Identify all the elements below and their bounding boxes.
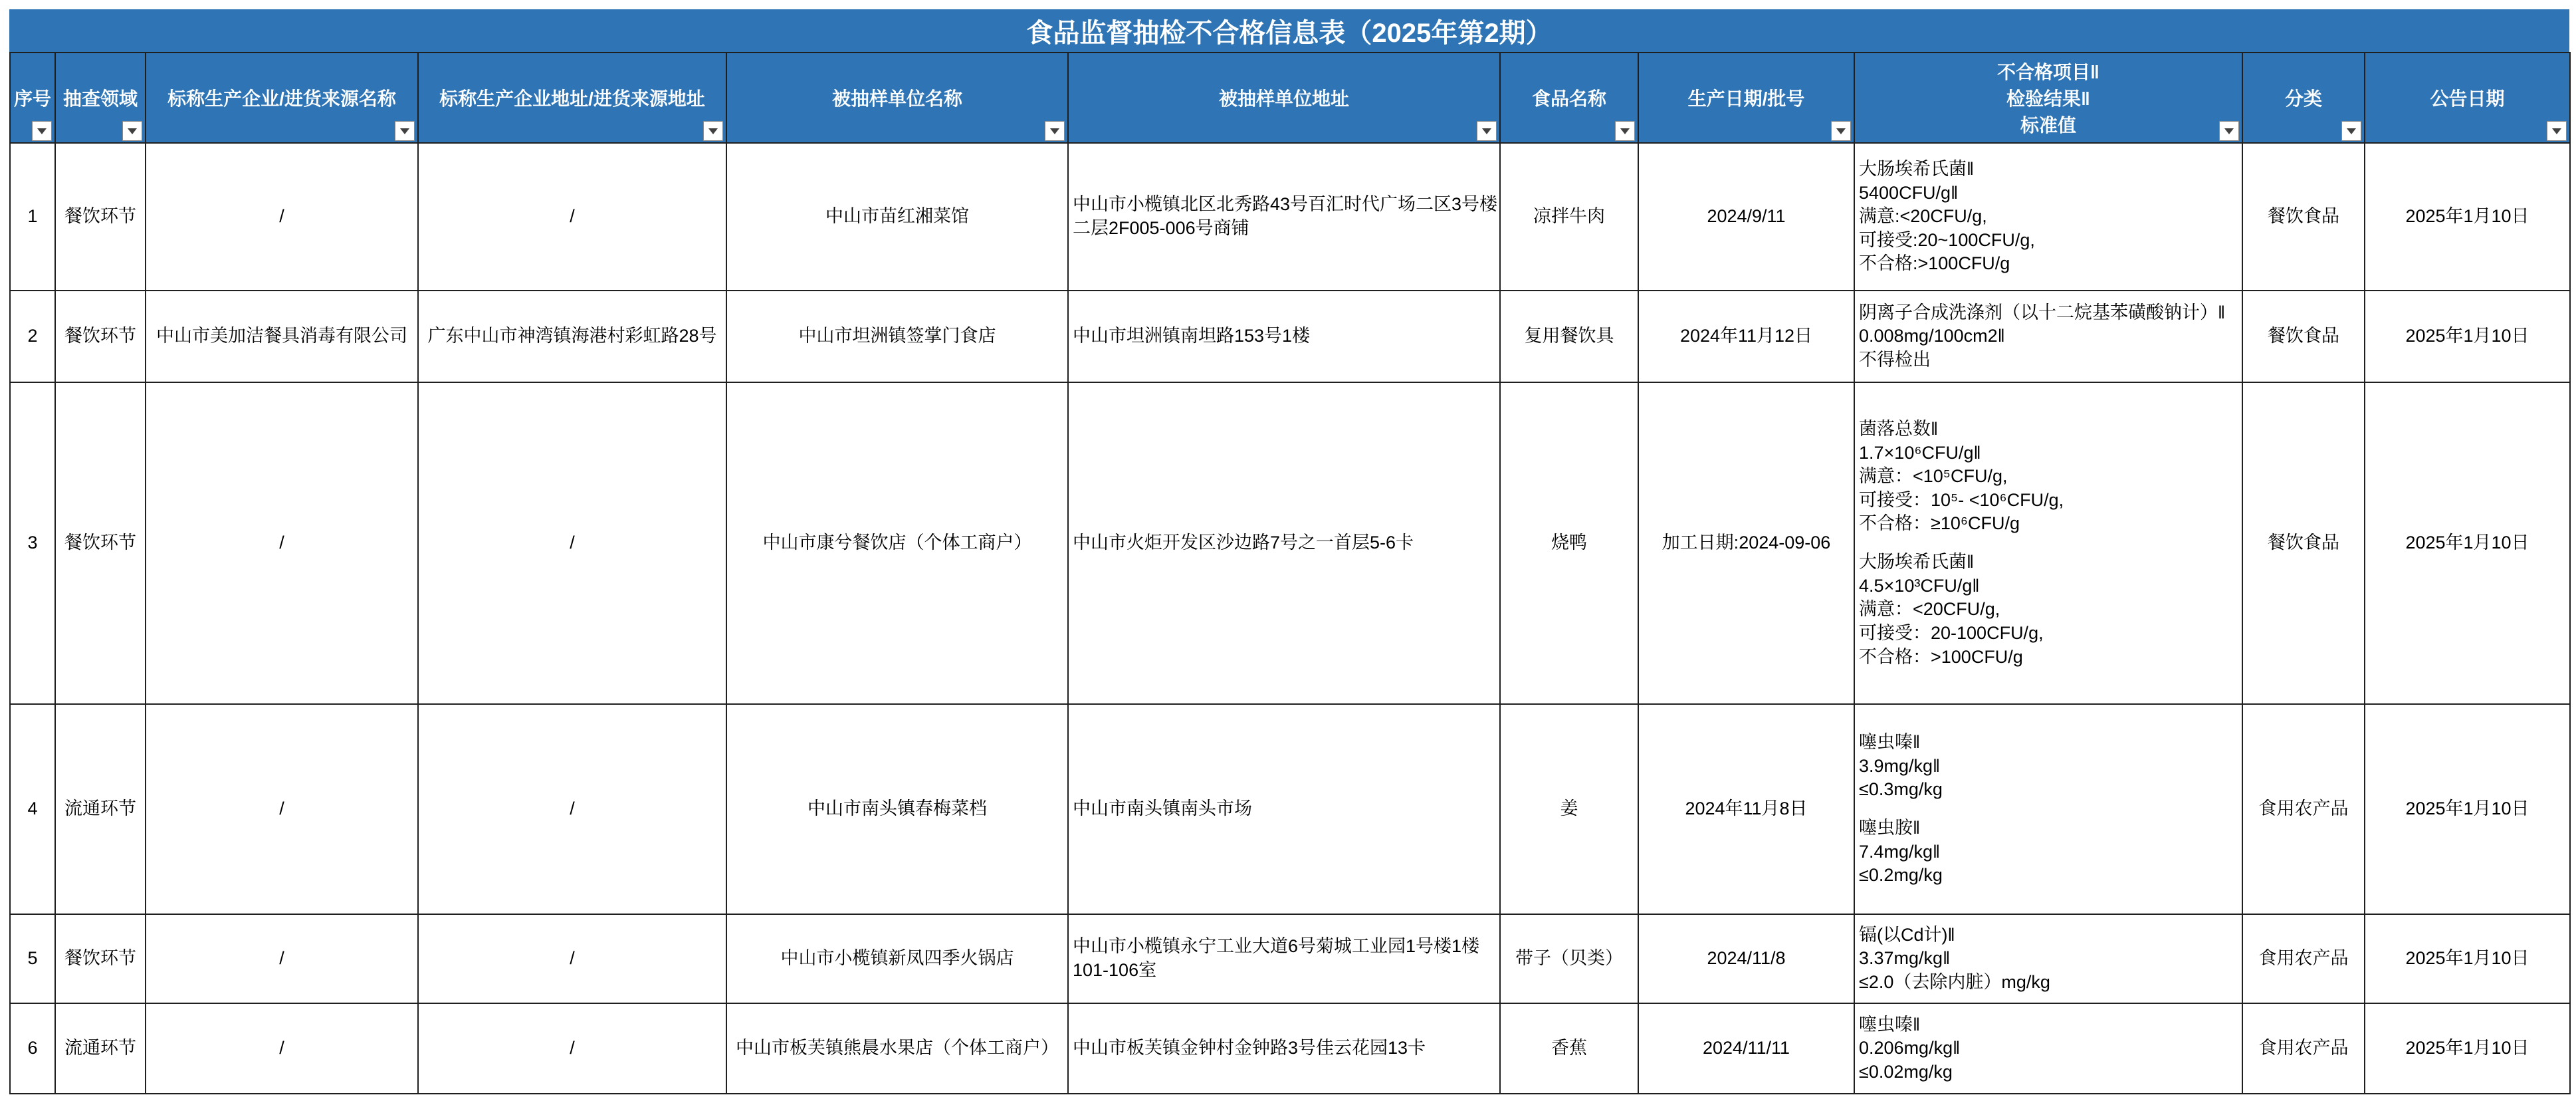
cell-sampled-unit[interactable]: 中山市南头镇春梅菜档 bbox=[726, 704, 1068, 914]
col-header-producer: 标称生产企业/进货来源名称 bbox=[146, 53, 418, 143]
filter-dropdown-icon[interactable] bbox=[703, 121, 723, 141]
result-line: 可接受：10⁵- <10⁶CFU/g, bbox=[1859, 489, 2064, 510]
result-line: 不合格：≥10⁶CFU/g bbox=[1859, 513, 2020, 534]
cell-category[interactable]: 食用农产品 bbox=[2242, 1003, 2365, 1094]
address-line: 中山市坦洲镇南坦路153号1楼 bbox=[1073, 326, 1311, 346]
cell-date[interactable]: 2024年11月8日 bbox=[1638, 704, 1854, 914]
cell-sampled-unit[interactable]: 中山市苗红湘菜馆 bbox=[726, 143, 1068, 291]
col-header-food-name: 食品名称 bbox=[1500, 53, 1638, 143]
cell-category[interactable]: 食用农产品 bbox=[2242, 914, 2365, 1003]
cell-producer-address[interactable]: / bbox=[418, 1003, 726, 1094]
address-line: 中山市火炬开发区沙边路7号之一首层5-6卡 bbox=[1073, 533, 1414, 553]
cell-domain[interactable]: 餐饮环节 bbox=[55, 291, 146, 382]
cell-no[interactable]: 5 bbox=[10, 914, 55, 1003]
cell-announce-date[interactable]: 2025年1月10日 bbox=[2365, 291, 2570, 382]
result-line: 大肠埃希氏菌‖ bbox=[1859, 552, 1975, 572]
cell-producer[interactable]: / bbox=[146, 143, 418, 291]
results-table bbox=[9, 52, 2571, 1094]
cell-date[interactable]: 加工日期:2024-09-06 bbox=[1638, 382, 1854, 704]
result-line: 不合格：>100CFU/g bbox=[1859, 646, 2023, 667]
result-line: 噻虫嗪‖ bbox=[1859, 1014, 1921, 1035]
cell-producer-address[interactable]: / bbox=[418, 914, 726, 1003]
cell-date[interactable]: 2024/9/11 bbox=[1638, 143, 1854, 291]
cell-sampled-address[interactable] bbox=[1068, 914, 1500, 1003]
result-line: 可接受：20-100CFU/g, bbox=[1859, 622, 2044, 643]
cell-domain[interactable]: 流通环节 bbox=[55, 1003, 146, 1094]
filter-dropdown-icon[interactable] bbox=[2547, 121, 2567, 141]
cell-announce-date[interactable]: 2025年1月10日 bbox=[2365, 914, 2570, 1003]
result-line bbox=[1859, 802, 2238, 816]
cell-food-name[interactable]: 姜 bbox=[1500, 704, 1638, 914]
result-line: 菌落总数‖ bbox=[1859, 418, 1939, 439]
cell-producer[interactable]: / bbox=[146, 704, 418, 914]
cell-food-name[interactable]: 凉拌牛肉 bbox=[1500, 143, 1638, 291]
cell-producer-address[interactable]: 广东中山市神湾镇海港村彩虹路28号 bbox=[418, 291, 726, 382]
filter-dropdown-icon[interactable] bbox=[1477, 121, 1497, 141]
address-line: 中山市小榄镇北区北秀路43号百汇时代广场二区3号楼 bbox=[1073, 194, 1498, 215]
cell-category[interactable]: 餐饮食品 bbox=[2242, 143, 2365, 291]
result-line: ≤0.2mg/kg bbox=[1859, 865, 1943, 886]
address-line: 中山市南头镇南头市场 bbox=[1073, 798, 1252, 819]
table-row bbox=[10, 291, 2570, 382]
result-line: 3.37mg/kg‖ bbox=[1859, 948, 1951, 969]
col-header-category: 分类 bbox=[2242, 53, 2365, 143]
table-title: 食品监督抽检不合格信息表（2025年第2期） bbox=[9, 9, 2569, 52]
cell-producer-address[interactable]: / bbox=[418, 143, 726, 291]
result-line: 0.206mg/kg‖ bbox=[1859, 1038, 1961, 1058]
col-header-domain: 抽查领域 bbox=[55, 53, 146, 143]
cell-sampled-unit[interactable]: 中山市康兮餐饮店（个体工商户） bbox=[726, 382, 1068, 704]
cell-result[interactable] bbox=[1854, 914, 2242, 1003]
filter-dropdown-icon[interactable] bbox=[122, 121, 142, 141]
cell-food-name[interactable]: 香蕉 bbox=[1500, 1003, 1638, 1094]
cell-producer[interactable]: / bbox=[146, 1003, 418, 1094]
result-line: 7.4mg/kg‖ bbox=[1859, 841, 1941, 862]
cell-announce-date[interactable]: 2025年1月10日 bbox=[2365, 1003, 2570, 1094]
result-line: 噻虫胺‖ bbox=[1859, 818, 1921, 838]
table-row bbox=[10, 1003, 2570, 1094]
address-line: 中山市板芙镇金钟村金钟路3号佳云花园13卡 bbox=[1073, 1038, 1426, 1058]
filter-dropdown-icon[interactable] bbox=[1045, 121, 1065, 141]
cell-producer[interactable]: 中山市美加洁餐具消毒有限公司 bbox=[146, 291, 418, 382]
cell-announce-date[interactable]: 2025年1月10日 bbox=[2365, 382, 2570, 704]
result-line: 不得检出 bbox=[1859, 349, 1931, 370]
cell-producer-address[interactable]: / bbox=[418, 382, 726, 704]
cell-domain[interactable]: 餐饮环节 bbox=[55, 382, 146, 704]
filter-dropdown-icon[interactable] bbox=[32, 121, 52, 141]
cell-sampled-unit[interactable]: 中山市板芙镇熊晨水果店（个体工商户） bbox=[726, 1003, 1068, 1094]
cell-producer[interactable]: / bbox=[146, 914, 418, 1003]
filter-dropdown-icon[interactable] bbox=[2219, 121, 2239, 141]
result-line: 满意:<20CFU/g, bbox=[1859, 206, 1987, 227]
col-header-no: 序号 bbox=[10, 53, 55, 143]
cell-category[interactable]: 食用农产品 bbox=[2242, 704, 2365, 914]
cell-category[interactable]: 餐饮食品 bbox=[2242, 291, 2365, 382]
cell-food-name[interactable]: 复用餐饮具 bbox=[1500, 291, 1638, 382]
cell-producer[interactable]: / bbox=[146, 382, 418, 704]
cell-domain[interactable]: 餐饮环节 bbox=[55, 143, 146, 291]
address-line: 101-106室 bbox=[1073, 960, 1157, 980]
cell-sampled-address[interactable] bbox=[1068, 382, 1500, 704]
cell-date[interactable]: 2024/11/8 bbox=[1638, 914, 1854, 1003]
result-line: 1.7×10⁶CFU/g‖ bbox=[1859, 442, 1981, 463]
result-line: 满意：<10⁵CFU/g, bbox=[1859, 466, 2008, 487]
cell-announce-date[interactable]: 2025年1月10日 bbox=[2365, 704, 2570, 914]
result-line: 噻虫嗪‖ bbox=[1859, 732, 1921, 753]
result-line: 不合格:>100CFU/g bbox=[1859, 253, 2010, 274]
cell-result[interactable] bbox=[1854, 291, 2242, 382]
cell-announce-date[interactable]: 2025年1月10日 bbox=[2365, 143, 2570, 291]
result-line: 满意：<20CFU/g, bbox=[1859, 599, 2000, 620]
address-line: 中山市小榄镇永宁工业大道6号菊城工业园1号楼1楼 bbox=[1073, 936, 1480, 957]
table-row bbox=[10, 382, 2570, 704]
filter-dropdown-icon[interactable] bbox=[395, 121, 415, 141]
cell-result[interactable] bbox=[1854, 382, 2242, 704]
col-header-producer-address: 标称生产企业地址/进货来源地址 bbox=[418, 53, 726, 143]
col-header-announce-date: 公告日期 bbox=[2365, 53, 2570, 143]
cell-date[interactable]: 2024/11/11 bbox=[1638, 1003, 1854, 1094]
result-line: 4.5×10³CFU/g‖ bbox=[1859, 575, 1980, 596]
cell-sampled-address[interactable] bbox=[1068, 291, 1500, 382]
filter-dropdown-icon[interactable] bbox=[1831, 121, 1851, 141]
result-line: 3.9mg/kg‖ bbox=[1859, 755, 1941, 776]
cell-sampled-address[interactable] bbox=[1068, 143, 1500, 291]
col-header-sampled-address: 被抽样单位地址 bbox=[1068, 53, 1500, 143]
cell-no[interactable]: 4 bbox=[10, 704, 55, 914]
address-line: 二层2F005-006号商铺 bbox=[1073, 218, 1249, 238]
cell-result[interactable] bbox=[1854, 704, 2242, 914]
filter-dropdown-icon[interactable] bbox=[1615, 121, 1635, 141]
result-line: ≤0.3mg/kg bbox=[1859, 779, 1943, 800]
result-line: 阴离子合成洗涤剂（以十二烷基苯磺酸钠计）‖ bbox=[1859, 302, 2226, 322]
cell-date[interactable]: 2024年11月12日 bbox=[1638, 291, 1854, 382]
col-header-result: 不合格项目‖ 检验结果‖ 标准值 bbox=[1854, 53, 2242, 143]
result-line: ≤2.0（去除内脏）mg/kg bbox=[1859, 971, 2050, 992]
cell-no[interactable]: 2 bbox=[10, 291, 55, 382]
cell-sampled-address[interactable] bbox=[1068, 704, 1500, 914]
table-row bbox=[10, 143, 2570, 291]
result-line: 镉(以Cd计)‖ bbox=[1859, 924, 1955, 945]
result-line: 可接受:20~100CFU/g, bbox=[1859, 229, 2035, 250]
table-row bbox=[10, 914, 2570, 1003]
cell-producer-address[interactable]: / bbox=[418, 704, 726, 914]
filter-dropdown-icon[interactable] bbox=[2341, 121, 2361, 141]
cell-result[interactable] bbox=[1854, 143, 2242, 291]
cell-sampled-unit[interactable]: 中山市坦洲镇签掌门食店 bbox=[726, 291, 1068, 382]
cell-food-name[interactable]: 带子（贝类） bbox=[1500, 914, 1638, 1003]
cell-result[interactable] bbox=[1854, 1003, 2242, 1094]
col-header-sampled-unit: 被抽样单位名称 bbox=[726, 53, 1068, 143]
cell-domain[interactable]: 餐饮环节 bbox=[55, 914, 146, 1003]
cell-no[interactable]: 6 bbox=[10, 1003, 55, 1094]
result-line: 5400CFU/g‖ bbox=[1859, 182, 1959, 203]
col-header-date: 生产日期/批号 bbox=[1638, 53, 1854, 143]
table-row bbox=[10, 704, 2570, 914]
cell-category[interactable]: 餐饮食品 bbox=[2242, 382, 2365, 704]
cell-sampled-address[interactable] bbox=[1068, 1003, 1500, 1094]
result-line: ≤0.02mg/kg bbox=[1859, 1061, 1953, 1082]
cell-no[interactable]: 3 bbox=[10, 382, 55, 704]
result-line: 0.008mg/100cm2‖ bbox=[1859, 326, 2005, 346]
cell-sampled-unit[interactable]: 中山市小榄镇新凤四季火锅店 bbox=[726, 914, 1068, 1003]
result-line: 大肠埃希氏菌‖ bbox=[1859, 158, 1975, 179]
cell-food-name[interactable]: 烧鸭 bbox=[1500, 382, 1638, 704]
cell-domain[interactable]: 流通环节 bbox=[55, 704, 146, 914]
result-line bbox=[1859, 536, 2238, 551]
cell-no[interactable]: 1 bbox=[10, 143, 55, 291]
header-row bbox=[10, 53, 2570, 143]
